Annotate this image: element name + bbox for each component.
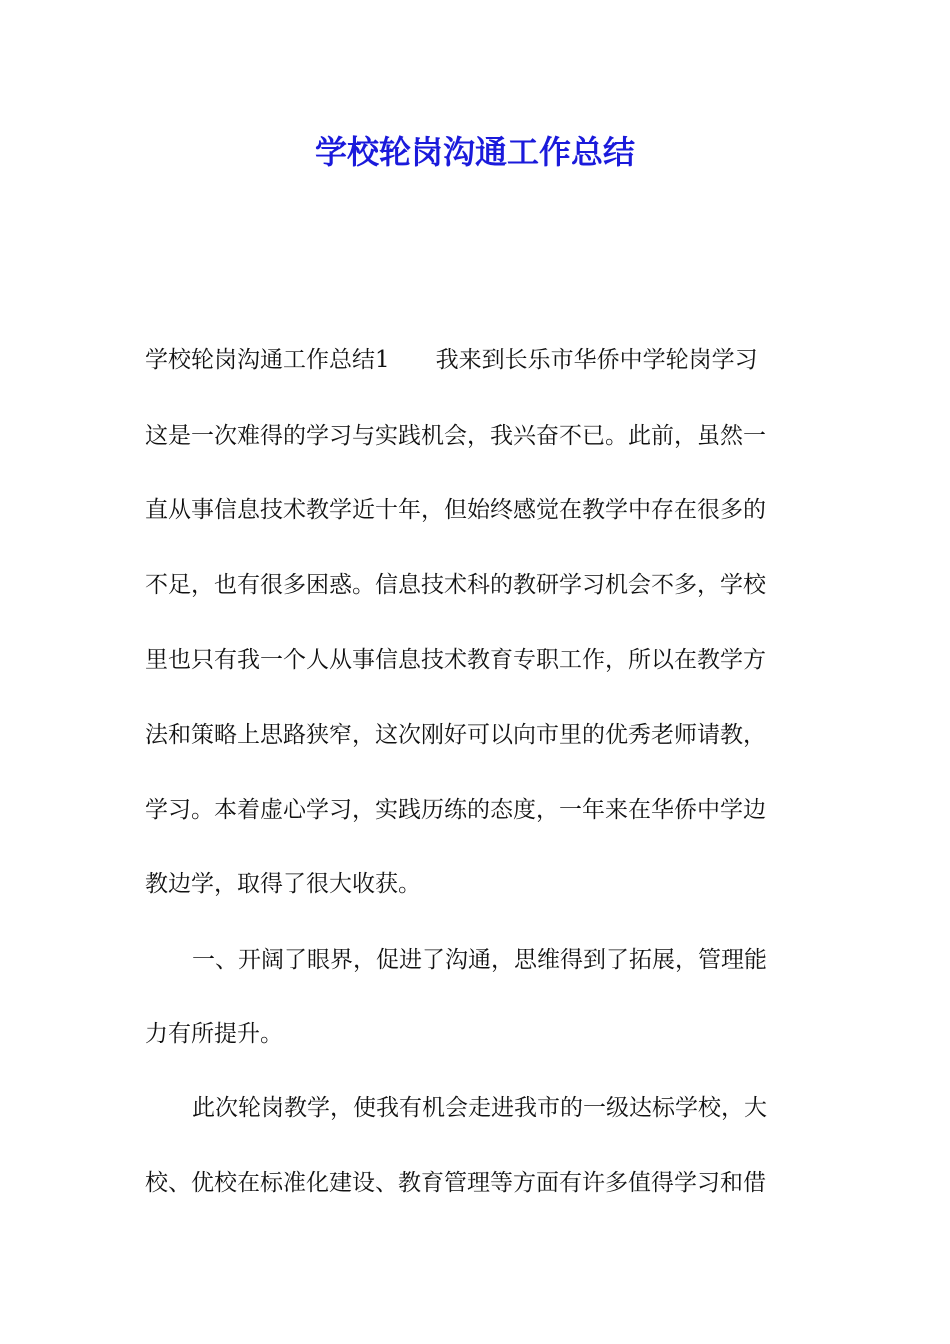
paragraph-line: 这是一次难得的学习与实践机会，我兴奋不已。此前，虽然一 — [145, 423, 766, 449]
section-heading-line: 力有所提升。 — [145, 1021, 283, 1047]
paragraph-line: 学校轮岗沟通工作总结1 我来到长乐市华侨中学轮岗学习 — [145, 347, 758, 373]
document-title: 学校轮岗沟通工作总结 — [314, 133, 635, 171]
paragraph-line: 不足，也有很多困惑。信息技术科的教研学习机会不多，学校 — [145, 572, 766, 598]
paragraph-line: 校、优校在标准化建设、教育管理等方面有许多值得学习和借 — [145, 1170, 766, 1196]
paragraph-line: 教边学，取得了很大收获。 — [145, 871, 421, 897]
paragraph-line: 此次轮岗教学，使我有机会走进我市的一级达标学校，大 — [192, 1095, 767, 1121]
section-heading-line: 一、开阔了眼界，促进了沟通，思维得到了拓展，管理能 — [192, 947, 767, 973]
paragraph-line: 直从事信息技术教学近十年，但始终感觉在教学中存在很多的 — [145, 497, 766, 523]
paragraph-line: 里也只有我一个人从事信息技术教育专职工作，所以在教学方 — [145, 647, 766, 673]
paragraph-line: 学习。本着虚心学习，实践历练的态度，一年来在华侨中学边 — [145, 797, 766, 823]
paragraph-line: 法和策略上思路狭窄，这次刚好可以向市里的优秀老师请教， — [145, 722, 766, 748]
